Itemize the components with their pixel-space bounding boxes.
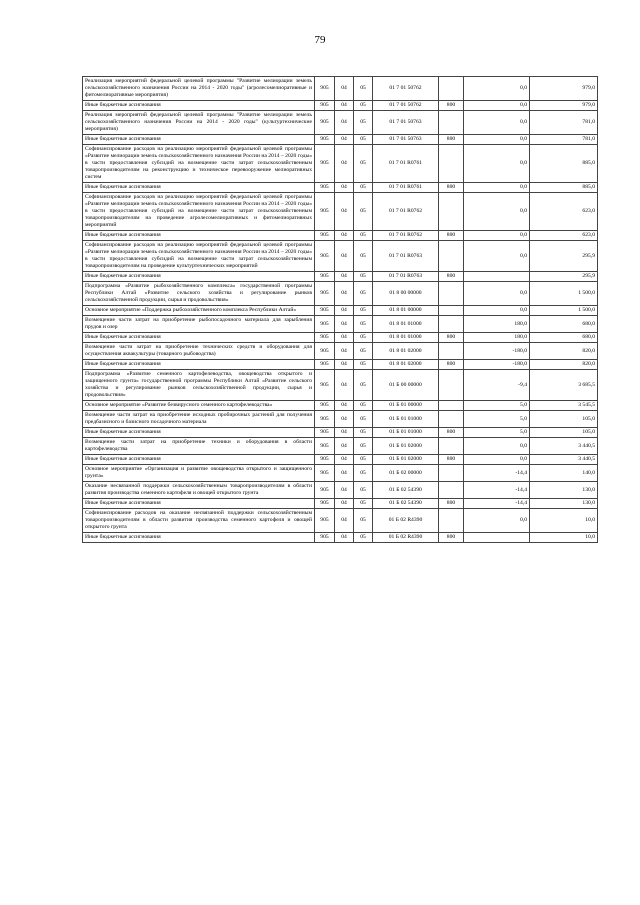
row-target-article-cell: 01 Б 00 00000: [373, 370, 439, 401]
row-total-amount-cell: 979,0: [530, 77, 598, 101]
row-section-cell: 04: [335, 428, 354, 438]
table-row: [83, 401, 598, 411]
row-target-article-cell: 01 7 01 R0762: [373, 231, 439, 241]
row-subsection-cell: 05: [354, 509, 373, 533]
row-section-cell: 04: [335, 482, 354, 499]
row-grbs-cell: 905: [315, 455, 335, 465]
row-grbs-cell: 905: [315, 360, 335, 370]
row-section-cell: 04: [335, 111, 354, 135]
row-target-article-cell: 01 8 01 01000: [373, 333, 439, 343]
row-grbs-cell: 905: [315, 465, 335, 482]
row-target-article-cell: 01 Б 02 R4390: [373, 533, 439, 543]
row-target-article-cell: 01 7 01 R0763: [373, 241, 439, 272]
row-grbs-cell: 905: [315, 316, 335, 333]
row-name-cell: Возмещение части затрат на приобретение рыбопосадочного материала для зарыбления прудов и озер: [83, 316, 315, 333]
row-total-amount-cell: 3 440,5: [530, 438, 598, 455]
row-subsection-cell: 05: [354, 77, 373, 101]
row-name-cell: Иные бюджетные ассигнования: [83, 428, 315, 438]
row-grbs-cell: 905: [315, 370, 335, 401]
row-target-article-cell: 01 7 01 50763: [373, 111, 439, 135]
row-name-cell: Иные бюджетные ассигнования: [83, 333, 315, 343]
row-change-amount-cell: 0,0: [464, 111, 530, 135]
row-target-article-cell: 01 7 01 R0763: [373, 272, 439, 282]
row-change-amount-cell: -14,4: [464, 499, 530, 509]
row-name-cell: Основное мероприятие «Развитие безвирусного семенного картофелеводства»: [83, 401, 315, 411]
row-total-amount-cell: 3 685,5: [530, 370, 598, 401]
row-expense-type-cell: 800: [439, 101, 464, 111]
row-expense-type-cell: [439, 145, 464, 183]
row-name-cell: Иные бюджетные ассигнования: [83, 272, 315, 282]
row-subsection-cell: 05: [354, 438, 373, 455]
row-expense-type-cell: [439, 111, 464, 135]
row-change-amount-cell: 0,0: [464, 145, 530, 183]
row-change-amount-cell: 0,0: [464, 77, 530, 101]
row-target-article-cell: 01 Б 02 54390: [373, 499, 439, 509]
row-change-amount-cell: -180,0: [464, 343, 530, 360]
row-name-cell: Иные бюджетные ассигнования: [83, 231, 315, 241]
row-section-cell: 04: [335, 101, 354, 111]
row-section-cell: 04: [335, 465, 354, 482]
row-expense-type-cell: [439, 241, 464, 272]
row-section-cell: 04: [335, 145, 354, 183]
row-grbs-cell: 905: [315, 509, 335, 533]
row-change-amount-cell: 5,0: [464, 411, 530, 428]
row-section-cell: 04: [335, 333, 354, 343]
row-expense-type-cell: [439, 465, 464, 482]
row-grbs-cell: 905: [315, 145, 335, 183]
row-total-amount-cell: 680,0: [530, 316, 598, 333]
row-total-amount-cell: 623,0: [530, 193, 598, 231]
row-name-cell: Оказание несвязанной поддержки сельскохозяйственным товаропроизводителям в области развития производства семенного картофеля и овощей открытого грунта: [83, 482, 315, 499]
row-change-amount-cell: 0,0: [464, 282, 530, 306]
row-section-cell: 04: [335, 183, 354, 193]
row-expense-type-cell: 800: [439, 135, 464, 145]
row-expense-type-cell: [439, 401, 464, 411]
row-section-cell: 04: [335, 509, 354, 533]
table-row: [83, 272, 598, 282]
row-section-cell: 04: [335, 316, 354, 333]
row-subsection-cell: 05: [354, 482, 373, 499]
row-expense-type-cell: [439, 193, 464, 231]
row-name-cell: Иные бюджетные ассигнования: [83, 533, 315, 543]
row-total-amount-cell: 3 440,5: [530, 455, 598, 465]
row-change-amount-cell: 0,0: [464, 438, 530, 455]
table-row: [83, 499, 598, 509]
row-expense-type-cell: 800: [439, 183, 464, 193]
row-grbs-cell: 905: [315, 306, 335, 316]
row-total-amount-cell: 885,0: [530, 183, 598, 193]
row-change-amount-cell: -180,0: [464, 360, 530, 370]
row-expense-type-cell: 800: [439, 360, 464, 370]
row-section-cell: 04: [335, 241, 354, 272]
row-target-article-cell: 01 Б 01 00000: [373, 401, 439, 411]
row-grbs-cell: 905: [315, 428, 335, 438]
row-grbs-cell: 905: [315, 183, 335, 193]
row-change-amount-cell: -14,4: [464, 482, 530, 499]
row-total-amount-cell: 979,0: [530, 101, 598, 111]
row-expense-type-cell: [439, 482, 464, 499]
row-grbs-cell: 905: [315, 282, 335, 306]
row-subsection-cell: 05: [354, 282, 373, 306]
row-subsection-cell: 05: [354, 411, 373, 428]
table-row: [83, 438, 598, 455]
row-expense-type-cell: [439, 343, 464, 360]
row-change-amount-cell: 0,0: [464, 135, 530, 145]
row-total-amount-cell: 295,9: [530, 241, 598, 272]
row-total-amount-cell: 130,0: [530, 482, 598, 499]
row-subsection-cell: 05: [354, 360, 373, 370]
row-name-cell: Подпрограмма «Развитие семенного картофелеводства, овощеводства открытого и защищенного грунта» государственной программы Республики Алтай «Развитие сельского хозяйства и регулирование рынков сельскохозяйственной продукции, сырья и продовольствия»: [83, 370, 315, 401]
row-subsection-cell: 05: [354, 343, 373, 360]
row-expense-type-cell: 800: [439, 455, 464, 465]
table-row: [83, 411, 598, 428]
row-subsection-cell: 05: [354, 101, 373, 111]
row-name-cell: Иные бюджетные ассигнования: [83, 499, 315, 509]
row-subsection-cell: 05: [354, 272, 373, 282]
table-row: [83, 306, 598, 316]
row-subsection-cell: 05: [354, 193, 373, 231]
table-row: [83, 101, 598, 111]
row-target-article-cell: 01 Б 01 02000: [373, 455, 439, 465]
row-total-amount-cell: 10,0: [530, 509, 598, 533]
row-total-amount-cell: 623,0: [530, 231, 598, 241]
row-name-cell: Основное мероприятие «Поддержка рыбохозяйственного комплекса Республики Алтай»: [83, 306, 315, 316]
row-section-cell: 04: [335, 438, 354, 455]
row-subsection-cell: 05: [354, 401, 373, 411]
row-name-cell: Софинансирование расходов на оказание несвязанной поддержки сельскохозяйственным товаропроизводителям в области развития производства семенного картофеля и овощей открытого грунта: [83, 509, 315, 533]
row-total-amount-cell: 820,0: [530, 360, 598, 370]
row-change-amount-cell: 5,0: [464, 401, 530, 411]
table-row: [83, 241, 598, 272]
row-section-cell: 04: [335, 135, 354, 145]
row-target-article-cell: 01 8 01 02000: [373, 343, 439, 360]
row-target-article-cell: 01 8 01 02000: [373, 360, 439, 370]
row-subsection-cell: 05: [354, 241, 373, 272]
table-row: [83, 533, 598, 543]
row-section-cell: 04: [335, 282, 354, 306]
row-section-cell: 04: [335, 343, 354, 360]
row-name-cell: Реализация мероприятий федеральной целевой программы "Развитие мелиорации земель сельскохозяйственного назначения России на 2014 - 2020 годы" (агролесомелиоративные и фитомелиоративные мероприятия): [83, 77, 315, 101]
row-section-cell: 04: [335, 272, 354, 282]
row-name-cell: Подпрограмма «Развитие рыбохозяйственного комплекса» государственной программы Республики Алтай «Развитие сельского хозяйства и регулирование рынков сельскохозяйственной продукции, сырья и продовольствия»: [83, 282, 315, 306]
row-subsection-cell: 05: [354, 428, 373, 438]
row-section-cell: 04: [335, 77, 354, 101]
row-change-amount-cell: 0,0: [464, 306, 530, 316]
table-row: [83, 145, 598, 183]
row-name-cell: Иные бюджетные ассигнования: [83, 360, 315, 370]
row-target-article-cell: 01 Б 01 02000: [373, 438, 439, 455]
row-name-cell: Основное мероприятие «Организация и развитие овощеводства открытого и защищенного грунта»: [83, 465, 315, 482]
budget-table-body: [83, 77, 598, 543]
row-grbs-cell: 905: [315, 401, 335, 411]
row-change-amount-cell: 180,0: [464, 333, 530, 343]
row-name-cell: Иные бюджетные ассигнования: [83, 101, 315, 111]
row-subsection-cell: 05: [354, 145, 373, 183]
budget-table: [82, 76, 598, 543]
row-grbs-cell: 905: [315, 135, 335, 145]
row-total-amount-cell: 140,0: [530, 465, 598, 482]
row-target-article-cell: 01 Б 02 R4390: [373, 509, 439, 533]
row-expense-type-cell: [439, 316, 464, 333]
row-target-article-cell: 01 Б 01 01000: [373, 411, 439, 428]
row-expense-type-cell: [439, 282, 464, 306]
row-grbs-cell: 905: [315, 482, 335, 499]
row-subsection-cell: 05: [354, 533, 373, 543]
row-grbs-cell: 905: [315, 411, 335, 428]
row-subsection-cell: 05: [354, 465, 373, 482]
row-grbs-cell: 905: [315, 438, 335, 455]
row-total-amount-cell: 130,0: [530, 499, 598, 509]
row-section-cell: 04: [335, 231, 354, 241]
row-name-cell: Иные бюджетные ассигнования: [83, 455, 315, 465]
row-subsection-cell: 05: [354, 455, 373, 465]
table-row: [83, 465, 598, 482]
row-grbs-cell: 905: [315, 241, 335, 272]
row-total-amount-cell: 105,0: [530, 428, 598, 438]
table-row: [83, 282, 598, 306]
row-change-amount-cell: [464, 272, 530, 282]
table-row: [83, 482, 598, 499]
row-total-amount-cell: 820,0: [530, 343, 598, 360]
page-number: 79: [314, 34, 326, 46]
table-row: [83, 455, 598, 465]
table-row: [83, 428, 598, 438]
row-grbs-cell: 905: [315, 533, 335, 543]
row-expense-type-cell: 800: [439, 428, 464, 438]
row-total-amount-cell: 1 500,0: [530, 282, 598, 306]
row-change-amount-cell: 0,0: [464, 455, 530, 465]
row-target-article-cell: 01 7 01 R0761: [373, 183, 439, 193]
row-total-amount-cell: 1 500,0: [530, 306, 598, 316]
row-name-cell: Иные бюджетные ассигнования: [83, 183, 315, 193]
row-target-article-cell: 01 Б 02 54390: [373, 482, 439, 499]
row-subsection-cell: 05: [354, 333, 373, 343]
row-grbs-cell: 905: [315, 193, 335, 231]
row-subsection-cell: 05: [354, 499, 373, 509]
row-section-cell: 04: [335, 306, 354, 316]
row-change-amount-cell: 0,0: [464, 183, 530, 193]
table-row: [83, 509, 598, 533]
row-subsection-cell: 05: [354, 135, 373, 145]
row-expense-type-cell: 800: [439, 231, 464, 241]
row-grbs-cell: 905: [315, 231, 335, 241]
row-target-article-cell: 01 8 00 00000: [373, 282, 439, 306]
row-expense-type-cell: 800: [439, 499, 464, 509]
row-section-cell: 04: [335, 499, 354, 509]
row-grbs-cell: 905: [315, 272, 335, 282]
row-name-cell: Софинансирование расходов на реализацию мероприятий федеральной целевой программы «Развитие мелиорации земель сельскохозяйственного назначения России на 2014 – 2020 годы» в части предоставления субсидий на возмещение части затрат сельскохозяйственным товаропроизводителям на реконструкцию и техническое перевооружение мелиоративных систем: [83, 145, 315, 183]
row-change-amount-cell: 0,0: [464, 231, 530, 241]
row-grbs-cell: 905: [315, 343, 335, 360]
row-grbs-cell: 905: [315, 499, 335, 509]
table-row: [83, 343, 598, 360]
row-expense-type-cell: [439, 509, 464, 533]
row-section-cell: 04: [335, 455, 354, 465]
row-target-article-cell: 01 8 01 01000: [373, 316, 439, 333]
table-row: [83, 135, 598, 145]
row-name-cell: Софинансирование расходов на реализацию мероприятий федеральной целевой программы «Развитие мелиорации земель сельскохозяйственного назначения России на 2014 – 2020 годы» в части предоставления субсидий на возмещение части затрат сельскохозяйственным товаропроизводителям на проведение агролесомелиоративных и фитомелиоративных мероприятий: [83, 193, 315, 231]
row-expense-type-cell: [439, 306, 464, 316]
row-expense-type-cell: 800: [439, 333, 464, 343]
table-row: [83, 77, 598, 101]
row-target-article-cell: 01 Б 02 00000: [373, 465, 439, 482]
row-change-amount-cell: 0,0: [464, 101, 530, 111]
row-name-cell: Возмещение части затрат на приобретение технических средств и оборудования для осуществления аквакультуры (товарного рыбоводства): [83, 343, 315, 360]
row-expense-type-cell: [439, 411, 464, 428]
row-section-cell: 04: [335, 193, 354, 231]
row-subsection-cell: 05: [354, 231, 373, 241]
row-grbs-cell: 905: [315, 101, 335, 111]
table-row: [83, 370, 598, 401]
row-total-amount-cell: 10,0: [530, 533, 598, 543]
row-change-amount-cell: 0,0: [464, 241, 530, 272]
row-total-amount-cell: 885,0: [530, 145, 598, 183]
row-name-cell: Иные бюджетные ассигнования: [83, 135, 315, 145]
row-grbs-cell: 905: [315, 77, 335, 101]
row-name-cell: Софинансирование расходов на реализацию мероприятий федеральной целевой программы «Развитие мелиорации земель сельскохозяйственного назначения России на 2014 – 2020 годы» в части предоставления субсидий на возмещение части затрат сельскохозяйственным товаропроизводителям на проведение культуртехнических мероприятий: [83, 241, 315, 272]
table-row: [83, 193, 598, 231]
row-target-article-cell: 01 7 01 50762: [373, 77, 439, 101]
table-row: [83, 333, 598, 343]
row-section-cell: 04: [335, 401, 354, 411]
row-subsection-cell: 05: [354, 316, 373, 333]
row-expense-type-cell: 800: [439, 272, 464, 282]
row-change-amount-cell: [464, 533, 530, 543]
row-total-amount-cell: 781,0: [530, 111, 598, 135]
row-total-amount-cell: 680,0: [530, 333, 598, 343]
row-expense-type-cell: [439, 370, 464, 401]
row-grbs-cell: 905: [315, 111, 335, 135]
row-total-amount-cell: 105,0: [530, 411, 598, 428]
table-row: [83, 111, 598, 135]
row-change-amount-cell: 0,0: [464, 193, 530, 231]
row-name-cell: Реализация мероприятий федеральной целевой программы "Развитие мелиорации земель сельскохозяйственного назначения России на 2014 - 2020 годы" (культуртехнические мероприятия): [83, 111, 315, 135]
row-section-cell: 04: [335, 360, 354, 370]
row-target-article-cell: 01 7 01 50763: [373, 135, 439, 145]
row-subsection-cell: 05: [354, 306, 373, 316]
row-change-amount-cell: 180,0: [464, 316, 530, 333]
row-target-article-cell: 01 8 01 00000: [373, 306, 439, 316]
row-section-cell: 04: [335, 533, 354, 543]
row-change-amount-cell: 5,0: [464, 428, 530, 438]
row-expense-type-cell: [439, 438, 464, 455]
row-change-amount-cell: 0,0: [464, 509, 530, 533]
table-row: [83, 231, 598, 241]
table-row: [83, 360, 598, 370]
row-target-article-cell: 01 Б 01 01000: [373, 428, 439, 438]
row-target-article-cell: 01 7 01 R0762: [373, 193, 439, 231]
row-total-amount-cell: 781,0: [530, 135, 598, 145]
row-expense-type-cell: [439, 77, 464, 101]
table-row: [83, 183, 598, 193]
row-section-cell: 04: [335, 370, 354, 401]
row-subsection-cell: 05: [354, 183, 373, 193]
row-target-article-cell: 01 7 01 50762: [373, 101, 439, 111]
row-total-amount-cell: 295,9: [530, 272, 598, 282]
row-change-amount-cell: -14,4: [464, 465, 530, 482]
row-subsection-cell: 05: [354, 370, 373, 401]
row-target-article-cell: 01 7 01 R0761: [373, 145, 439, 183]
row-expense-type-cell: 800: [439, 533, 464, 543]
row-section-cell: 04: [335, 411, 354, 428]
row-name-cell: Возмещение части затрат на приобретение исходных пробирочных растений для получения предбазисного и базисного посадочного материала: [83, 411, 315, 428]
row-grbs-cell: 905: [315, 333, 335, 343]
row-subsection-cell: 05: [354, 111, 373, 135]
table-row: [83, 316, 598, 333]
row-name-cell: Возмещение части затрат на приобретение техники и оборудования в области картофелеводства: [83, 438, 315, 455]
row-change-amount-cell: -9,4: [464, 370, 530, 401]
row-total-amount-cell: 3 545,5: [530, 401, 598, 411]
